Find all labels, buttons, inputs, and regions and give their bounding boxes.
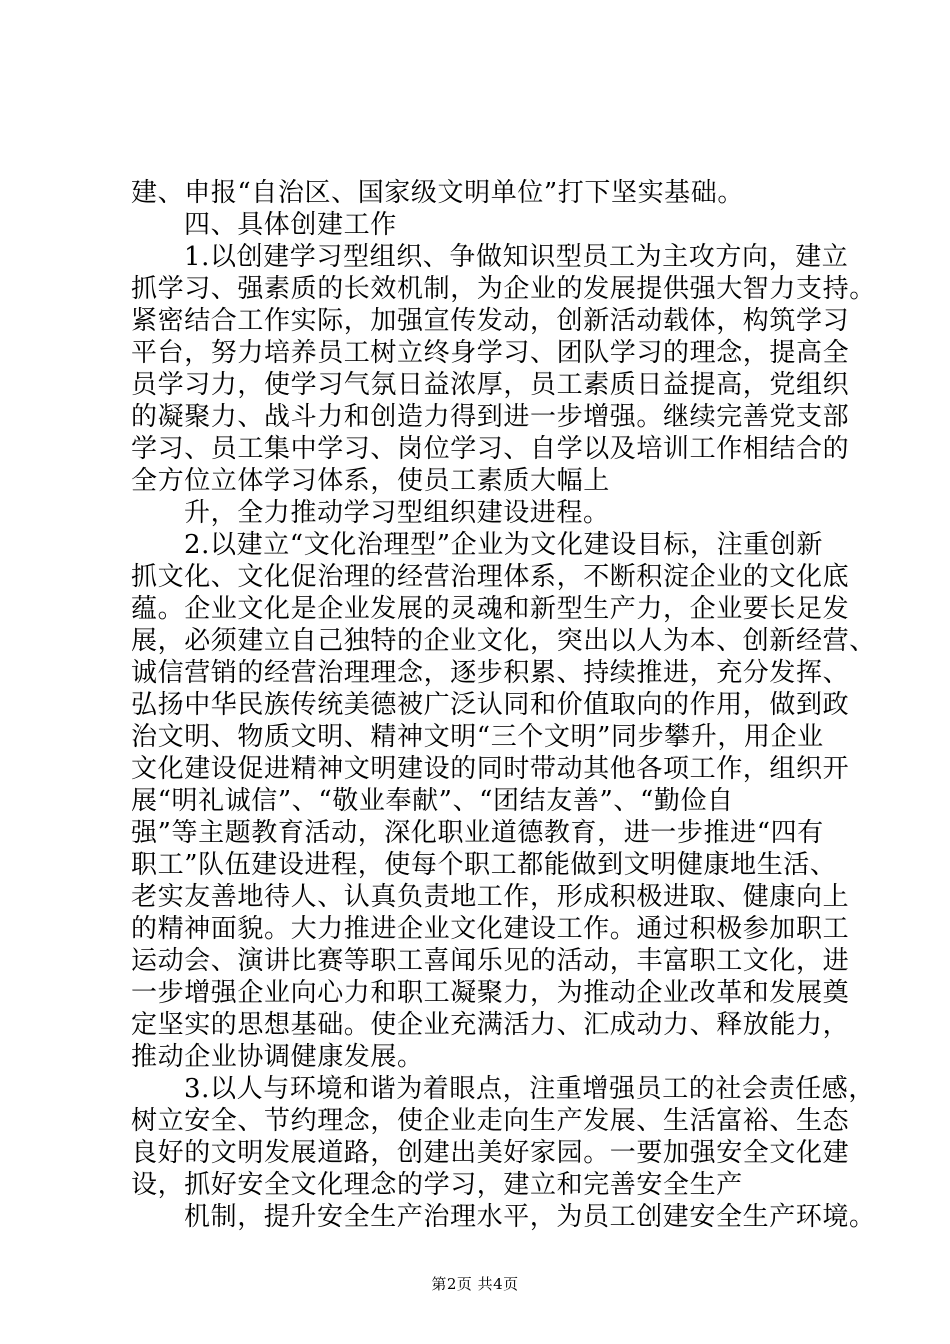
section-heading: 四、具体创建工作 (184, 210, 397, 240)
text-line: 机制，提升安全生产治理水平，为员工创建安全生产环境。 (184, 1202, 876, 1232)
text-line: 文化建设促进精神文明建设的同时带动其他各项工作，组织开 (131, 754, 850, 784)
text-line: 建、申报“自治区、国家级文明单位”打下坚实基础。 (131, 178, 744, 208)
text-line: 升，全力推动学习型组织建设进程。 (184, 498, 610, 528)
text-line: 员学习力，使学习气氛日益浓厚，员工素质日益提高，党组织 (131, 370, 850, 400)
text-line: 设，抓好安全文化理念的学习，建立和完善安全生产 (131, 1170, 743, 1200)
text-line: 2.以建立“文化治理型”企业为文化建设目标，注重创新 (184, 530, 823, 560)
text-line: 的精神面貌。大力推进企业文化建设工作。通过积极参加职工 (131, 914, 850, 944)
text-line: 展，必须建立自己独特的企业文化，突出以人为本、创新经营、 (131, 626, 876, 656)
text-line: 平台，努力培养员工树立终身学习、团队学习的理念，提高全 (131, 338, 850, 368)
text-line: 职工”队伍建设进程，使每个职工都能做到文明健康地生活、 (131, 850, 837, 880)
text-line: 1.以创建学习型组织、争做知识型员工为主攻方向，建立 (184, 242, 849, 272)
text-line: 弘扬中华民族传统美德被广泛认同和价值取向的作用，做到政 (131, 690, 850, 720)
text-line: 治文明、物质文明、精神文明“三个文明”同步攀升，用企业 (131, 722, 824, 752)
text-line: 推动企业协调健康发展。 (131, 1042, 424, 1072)
text-line: 展“明礼诚信”、“敬业奉献”、“团结友善”、“勤俭自 (131, 786, 734, 816)
text-line: 老实友善地待人、认真负责地工作，形成积极进取、健康向上 (131, 882, 850, 912)
text-line: 的凝聚力、战斗力和创造力得到进一步增强。继续完善党支部 (131, 402, 850, 432)
text-line: 学习、员工集中学习、岗位学习、自学以及培训工作相结合的 (131, 434, 850, 464)
text-line: 运动会、演讲比赛等职工喜闻乐见的活动，丰富职工文化，进 (131, 946, 850, 976)
text-line: 抓文化、文化促治理的经营治理体系，不断积淀企业的文化底 (131, 562, 850, 592)
text-line: 一步增强企业向心力和职工凝聚力，为推动企业改革和发展奠 (131, 978, 850, 1008)
text-line: 诚信营销的经营治理理念，逐步积累、持续推进，充分发挥、 (131, 658, 850, 688)
page-number: 第2页 共4页 (431, 1275, 519, 1293)
text-line: 定坚实的思想基础。使企业充满活力、汇成动力、释放能力， (131, 1010, 850, 1040)
text-line: 蕴。企业文化是企业发展的灵魂和新型生产力，企业要长足发 (131, 594, 850, 624)
text-line: 强”等主题教育活动，深化职业道德教育，进一步推进“四有 (131, 818, 824, 848)
text-line: 抓学习、强素质的长效机制，为企业的发展提供强大智力支持。 (131, 274, 876, 304)
text-line: 3.以人与环境和谐为着眼点，注重增强员工的社会责任感， (184, 1074, 876, 1104)
text-line: 紧密结合工作实际，加强宣传发动，创新活动载体，构筑学习 (131, 306, 850, 336)
text-line: 树立安全、节约理念，使企业走向生产发展、生活富裕、生态 (131, 1106, 850, 1136)
text-line: 全方位立体学习体系，使员工素质大幅上 (131, 466, 610, 496)
text-line: 良好的文明发展道路，创建出美好家园。一要加强安全文化建 (131, 1138, 850, 1168)
